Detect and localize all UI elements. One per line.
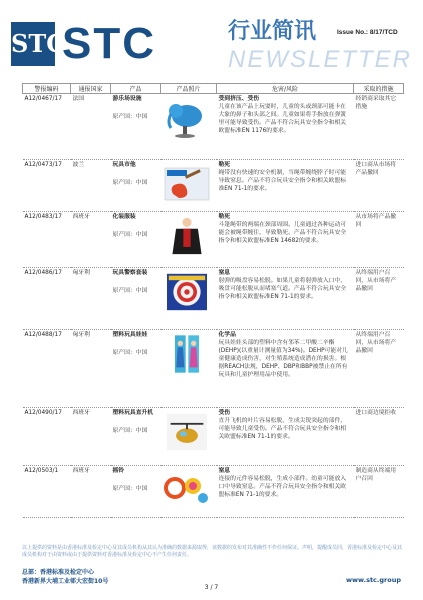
newsletter-title-cn: 行业简讯 [228,19,317,44]
product-origin: 原产国：中国 [112,114,148,120]
risk-cell [217,268,354,330]
product-name: 塑料玩具娃娃 [112,332,148,338]
table-row [23,94,404,160]
country: 法国 [71,94,111,160]
alert-no: A12/0467/17 [23,94,71,160]
photo-cell [161,160,217,212]
product-name: 摇铃 [112,468,125,474]
measure: 制造商从终端用户召回 [354,466,404,518]
recall-table [22,83,404,518]
doll-photo [163,334,211,374]
helicopter-photo [163,412,211,452]
country: 西班牙 [71,212,111,268]
alert-no: A12/0503/1 [23,466,71,518]
product-name: 玩具警察套装 [112,270,148,276]
risk-title: 受到挤压、受伤 [218,96,260,102]
toy-guitar-photo [163,164,211,204]
measure: 进口商从市场将产品撤回 [354,160,404,212]
photo-cell [161,408,217,466]
risk-description: 直升飞机的叶片容易松脱，生成尖锐突起的部件，可能导致儿童受伤。产品不符合玩具安全指令和相关欧盟标准EN 71-1的要求。 [218,418,347,440]
alert-no: A12/0490/17 [23,408,71,466]
risk-title: 勒死 [218,214,231,220]
newsletter-title-en: NEWSLETTER [228,46,413,73]
header-alert-no: 警报编码 [23,84,71,94]
product-name: 化装服装 [112,214,136,220]
page-number: 3 / 7 [204,584,219,591]
risk-description: 射弹的吸盘容易松脱。如果儿童将射弹放入口中，吸盘可能松脱从而堵塞气道。产品不符合玩具安全指令和相关欧盟标准EN 71-1的要求。 [218,278,347,300]
product-origin: 原产国：中国 [112,428,148,434]
stc-logo-text: STC [62,19,156,68]
alert-no: A12/0486/17 [23,268,71,330]
header-photo: 产品照片 [161,84,217,94]
rattle-photo [163,470,211,510]
table-header-row [23,84,404,94]
photo-cell [161,94,217,160]
country: 匈牙利 [71,268,111,330]
risk-cell [217,466,354,518]
product-origin: 原产国：中国 [112,486,148,492]
product-origin: 原产国：中国 [112,232,148,238]
hq-address-line1: 总部：香港标准及检定中心 [22,569,95,576]
website-link[interactable]: www.stc.group [346,576,401,584]
risk-title: 化学品 [218,332,236,338]
header-risk: 危害/风险 [217,84,354,94]
header-measure: 采取的措施 [354,84,404,94]
product-origin: 原产国：中国 [112,288,148,294]
risk-cell [217,330,354,408]
product-cell [111,466,161,518]
country: 波兰 [71,160,111,212]
product-cell [111,160,161,212]
product-cell [111,94,161,160]
measure: 从终端用户召回，从市场将产品撤回 [354,268,404,330]
table-row [23,160,404,212]
risk-description: 斗篷绳带的两端在颈部周围。儿童通过各种运动可能会被绳带缠住，导致勒死。产品不符合玩具安全指令和相关欧盟标准EN 14682的要求。 [218,222,347,244]
risk-cell [217,408,354,466]
issue-number: Issue No.: 8/17/TCD [337,29,398,36]
measure: 经销商采取其它措施 [354,94,404,160]
header-product: 产品 [111,84,161,94]
product-cell [111,268,161,330]
country: 西班牙 [71,408,111,466]
product-origin: 原产国：中国 [112,350,148,356]
product-origin: 原产国：中国 [112,180,148,186]
police-set-photo [163,272,211,312]
risk-cell [217,160,354,212]
measure: 进口商边境拒收 [354,408,404,466]
elephant-rocker-photo [163,98,211,138]
table-row [23,408,404,466]
hq-address-line2: 香港新界大埔工业邨大宏街10号 [22,578,109,585]
table-row [23,268,404,330]
product-name: 玩具市他 [112,162,136,168]
product-name: 游乐场设施 [112,96,142,102]
alert-no: A12/0488/17 [23,330,71,408]
product-cell [111,330,161,408]
photo-cell [161,466,217,518]
photo-cell [161,212,217,268]
product-cell [111,212,161,268]
page-header [0,0,423,78]
risk-title: 窒息 [218,270,231,276]
table-row [23,212,404,268]
stc-logo-mark: STC [11,22,55,66]
photo-cell [161,330,217,408]
measure: 从终端用户召回，从市场将产品撤回 [354,330,404,408]
risk-description: 连接的元件容易松脱，生成小部件。幼童可能放入口中导致窒息。产品不符合玩具安全指令和相关欧盟标准EN 71-1的要求。 [218,476,347,498]
header-country: 通报国家 [71,84,111,94]
alert-no: A12/0473/17 [23,160,71,212]
risk-description: 儿童在该产品上玩耍时，儿童的头或颈部可能卡在大象的鼻子和头部之间。儿童如果将手指放在弹簧里可能导致受伤。产品不符合玩具安全指令和相关欧盟标准EN 1176的要求。 [218,104,347,134]
disclaimer-note: 以上提供的资料是由香港标准及检定中心及其成员机构从其认为准确的数据来源取得，该数据的发布对其准确性不作任何保证。声明，提醒成员同，香港标准及检定中心及其成员机构对于由资料或由于提供资料对香港标准及检定中心不产生任何责任。 [22,545,403,558]
photo-cell [161,268,217,330]
risk-description: 绳带没有快速的安全机制，当绳带缠绕脖子时可能导致窒息。产品不符合玩具安全指令和相关欧盟标准EN 71-1的要求。 [218,170,347,192]
country: 西班牙 [71,466,111,518]
table-row [23,330,404,408]
risk-title: 窒息 [218,468,231,474]
risk-cell [217,212,354,268]
costume-photo [163,216,211,256]
risk-title: 受伤 [218,410,231,416]
product-cell [111,408,161,466]
risk-title: 勒死 [218,162,231,168]
country: 匈牙利 [71,330,111,408]
alert-no: A12/0483/17 [23,212,71,268]
measure: 从市场将产品撤回 [354,212,404,268]
product-name: 塑料玩具直升机 [112,410,154,416]
risk-description: 玩具娃娃头部的塑料中含有邻苯二甲酸二辛酯(DEHP)(以重量计测量值为34%)。DEHP可能对儿童健康造成伤害，对生殖系统造成潜在的损害。根据REACH法规，DEHP、DBP和BBP被禁止在所有玩具和儿童护理用品中使用。 [218,340,348,378]
risk-cell [217,94,354,160]
table-row [23,466,404,518]
